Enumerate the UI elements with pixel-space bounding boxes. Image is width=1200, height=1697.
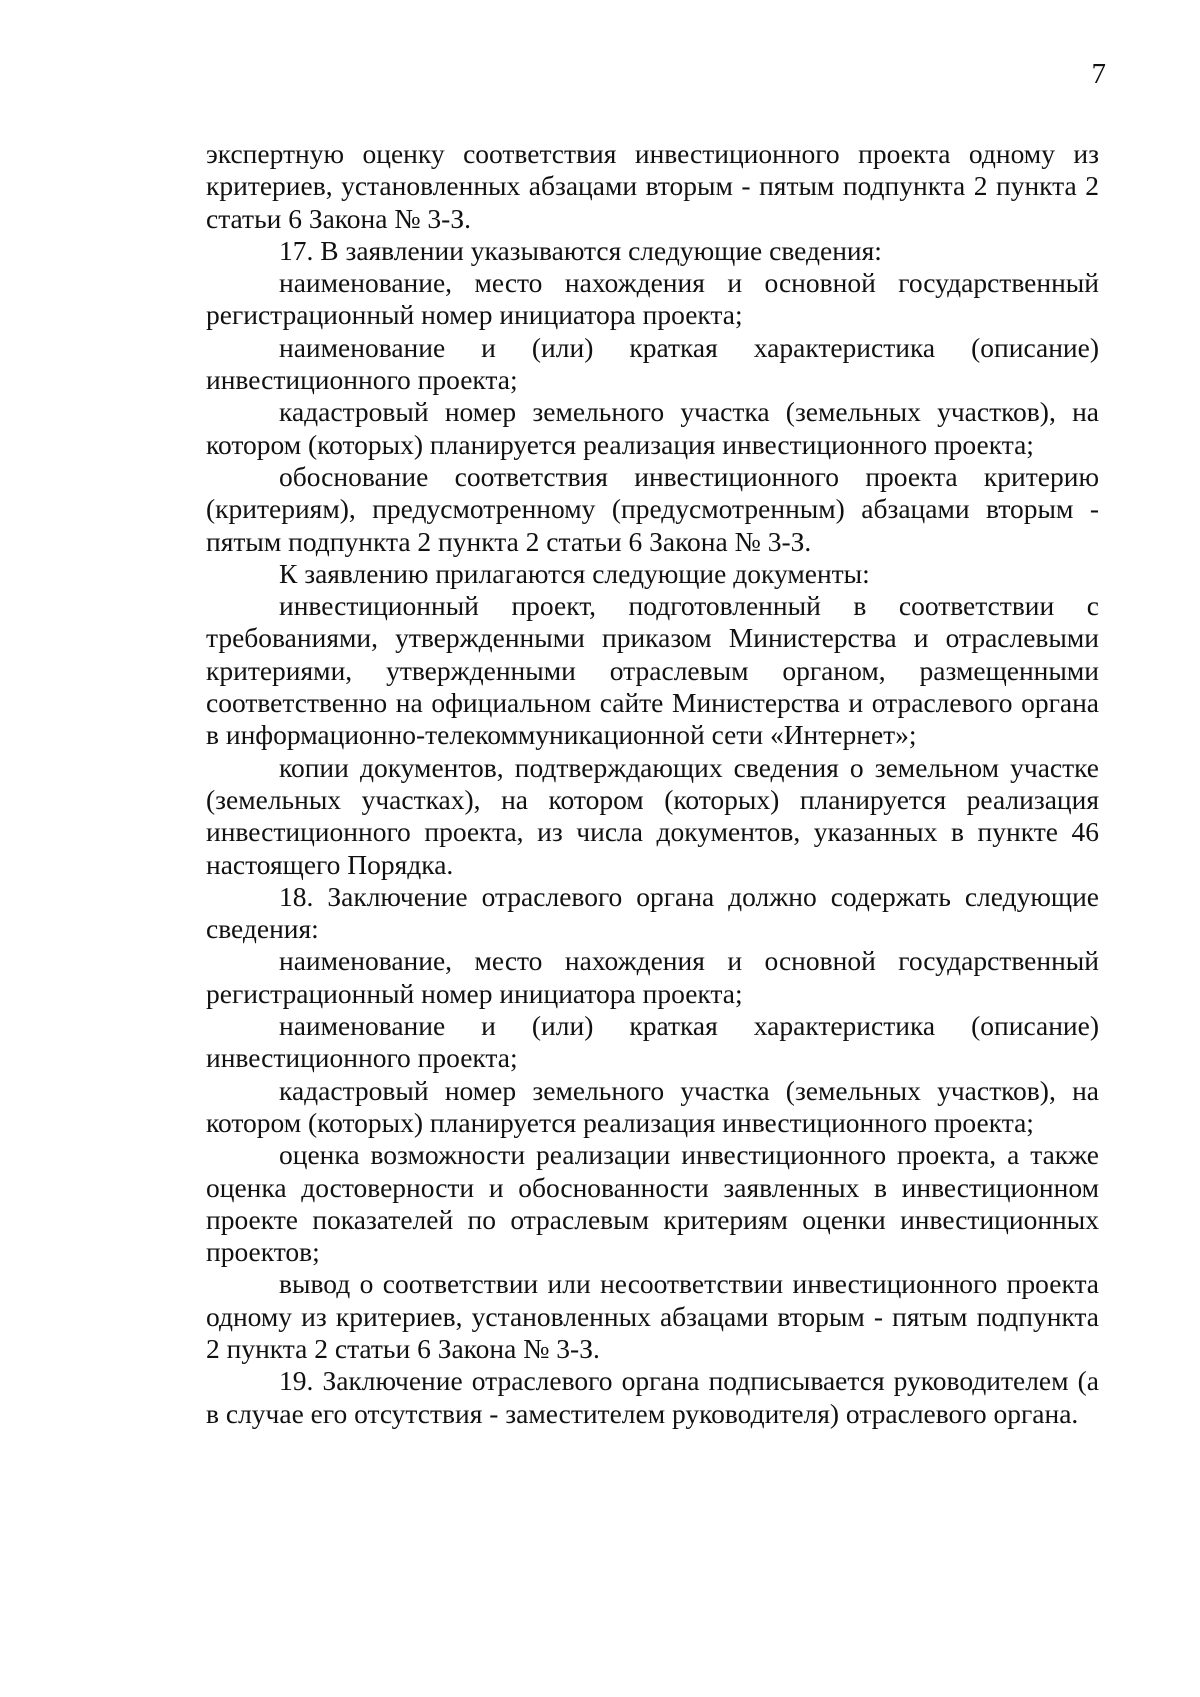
paragraph-item-18: 18. Заключение отраслевого органа должно содержать следующие сведения: [206,880,1099,945]
paragraph-investment-project-doc: инвестиционный проект, подготовленный в соответствии с требованиями, утвержденными приказом Министерства и отраслевыми критериями, утвержденными отраслевым органом, размещенными соответственно на официальном сайте Министерства и отраслевого органа в информационно-телекоммуникационной сети «Интернет»; [206,590,1099,751]
paragraph-feasibility-assessment: оценка возможности реализации инвестиционного проекта, а также оценка достоверности и обоснованности заявленных в инвестиционном проекте показателей по отраслевым критериям оценки инвестиционных проектов; [206,1139,1099,1268]
paragraph-item-19: 19. Заключение отраслевого органа подписывается руководителем (а в случае его отсутствия - заместителем руководителя) отраслевого органа. [206,1365,1099,1429]
paragraph-initiator-info: наименование, место нахождения и основной государственный регистрационный номер инициатора проекта; [206,267,1099,331]
paragraph-initiator-info-2: наименование, место нахождения и основной государственный регистрационный номер инициатора проекта; [206,945,1099,1009]
paragraph-project-description-2: наименование и (или) краткая характеристика (описание) инвестиционного проекта; [206,1010,1099,1074]
document-body [206,138,1099,1430]
paragraph-continuation: экспертную оценку соответствия инвестиционного проекта одному из критериев, установленных абзацами вторым - пятым подпункта 2 пункта 2 статьи 6 Закона № 3-З. [206,138,1099,234]
paragraph-criteria-justification: обоснование соответствия инвестиционного проекта критерию (критериям), предусмотренному (предусмотренным) абзацами вторым - пятым подпункта 2 пункта 2 статьи 6 Закона № 3-З. [206,460,1099,557]
paragraph-land-documents: копии документов, подтверждающих сведения о земельном участке (земельных участках), на котором (которых) планируется реализация инвестиционного проекта, из числа документов, указанных в пункте 46 настоящего Порядка. [206,751,1099,880]
paragraph-cadastral-number-2: кадастровый номер земельного участка (земельных участков), на котором (которых) планируется реализация инвестиционного проекта; [206,1074,1099,1138]
paragraph-item-17: 17. В заявлении указываются следующие сведения: [279,234,882,266]
paragraph-cadastral-number: кадастровый номер земельного участка (земельных участков), на котором (которых) планируется реализация инвестиционного проекта; [206,396,1099,460]
page-number: 7 [1091,58,1106,90]
paragraph-attachments-intro: К заявлению прилагаются следующие документы: [279,557,870,589]
paragraph-conclusion: вывод о соответствии или несоответствии инвестиционного проекта одному из критериев, установленных абзацами вторым - пятым подпункта 2 пункта 2 статьи 6 Закона № 3-З. [206,1268,1099,1364]
paragraph-project-description: наименование и (или) краткая характеристика (описание) инвестиционного проекта; [206,331,1099,396]
